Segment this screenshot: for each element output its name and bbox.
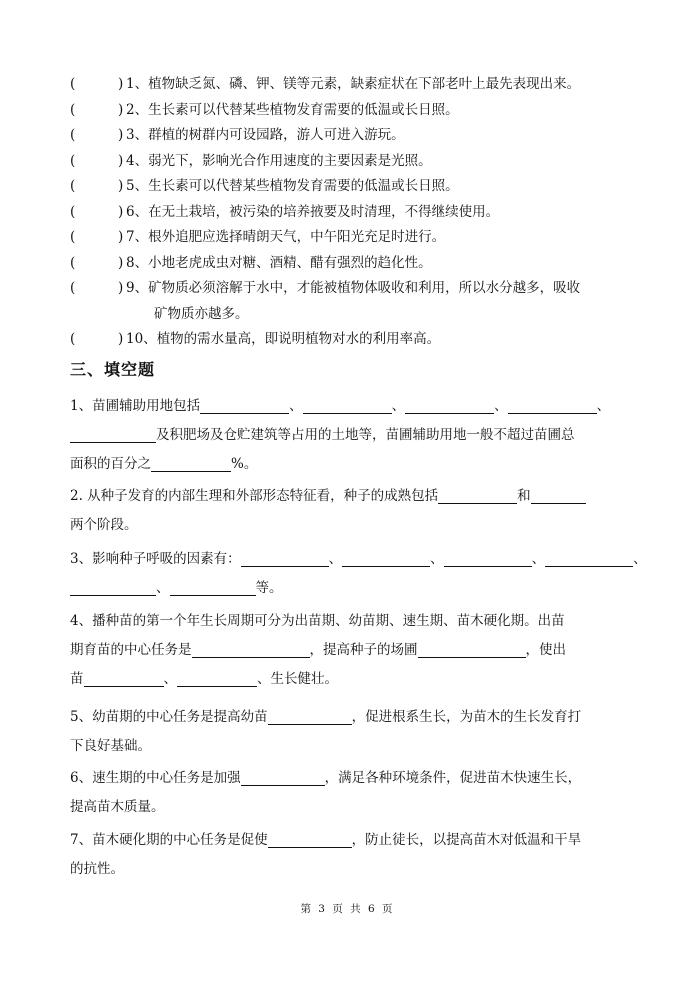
answer-paren-open: ( [70, 280, 76, 296]
tf-number: 5、 [126, 178, 149, 194]
tf-number: 9、 [126, 280, 149, 296]
answer-paren-close: ) [118, 331, 124, 347]
answer-paren-open: ( [70, 152, 76, 169]
fill-question-1: 1、苗圃辅助用地包括 、 、 、 、 及积肥场及仓贮建筑等占用的土地等，苗圃辅助用地一般不超过苗圃总 面积的百分之 %。 [70, 392, 656, 479]
section-title-fill-in: 三、填空题 [70, 360, 156, 379]
answer-paren-open: ( [70, 203, 76, 220]
answer-blank[interactable] [170, 577, 256, 596]
answer-paren-open: ( [70, 331, 76, 347]
true-false-list [70, 72, 670, 353]
answer-blank[interactable] [192, 639, 310, 658]
tf-statement: 植物的需水量高，即说明植物对水的利用率高。 [156, 331, 441, 347]
tf-number: 3、 [126, 127, 149, 143]
answer-blank[interactable] [342, 548, 430, 567]
fill-question-5: 5、幼苗期的中心任务是提高幼苗 ，促进根系生长，为苗木的生长发育打 下良好基础。 [70, 703, 656, 761]
fill-question-7: 7、苗木硬化期的中心任务是促使 ，防止徒长，以提高苗木对低温和干旱 的抗性。 [70, 826, 656, 884]
tf-statement: 生长素可以代替某些植物发育需要的低温或长日照。 [148, 178, 459, 194]
answer-blank[interactable] [84, 668, 164, 687]
fill-question-4: 4、播种苗的第一个年生长周期可分为出苗期、幼苗期、速生期、苗木硬化期。出苗 期育苗的中心任务是 ，提高种子的场圃 ，使出 苗 、 、生长健壮。 [70, 613, 566, 687]
tf-number: 4、 [126, 152, 149, 169]
answer-blank[interactable] [545, 548, 633, 567]
answer-paren-close: ) [118, 152, 124, 169]
answer-blank[interactable] [241, 767, 325, 786]
page-number-footer: 第 3 页 共 6 页 [300, 903, 395, 915]
answer-paren-open: ( [70, 101, 76, 118]
answer-blank[interactable] [268, 706, 352, 725]
answer-blank[interactable] [241, 548, 329, 567]
answer-blank[interactable] [531, 485, 586, 504]
tf-item-7 [70, 225, 670, 251]
tf-item-1 [70, 72, 670, 98]
tf-item-6 [70, 200, 670, 226]
answer-paren-close: ) [118, 203, 124, 220]
tf-statement-continued: 矿物质亦越多。 [154, 305, 249, 322]
tf-number: 6、 [126, 203, 149, 220]
tf-statement: 小地老虎成虫对糖、酒精、醋有强烈的趋化性。 [148, 254, 432, 271]
tf-statement: 弱光下，影响光合作用速度的主要因素是光照。 [148, 152, 432, 169]
tf-number: 8、 [126, 254, 149, 271]
answer-blank[interactable] [70, 424, 156, 443]
answer-blank[interactable] [268, 829, 352, 848]
answer-paren-open: ( [70, 254, 76, 271]
answer-blank[interactable] [438, 485, 517, 504]
answer-paren-close: ) [118, 127, 124, 143]
tf-item-8 [70, 251, 670, 277]
fill-question-6: 6、速生期的中心任务是加强 ，满足各种环境条件，促进苗木快速生长， 提高苗木质量。 [70, 764, 656, 822]
answer-blank[interactable] [418, 639, 526, 658]
answer-paren-open: ( [70, 178, 76, 194]
fill-question-3: 3、影响种子呼吸的因素有： 、 、 、 、 、 等。 [70, 545, 656, 603]
answer-paren-close: ) [118, 178, 124, 194]
answer-paren-close: ) [118, 229, 124, 245]
answer-paren-open: ( [70, 76, 76, 92]
tf-number: 1、 [126, 76, 149, 92]
tf-statement: 根外追肥应选择晴朗天气，中午阳光充足时进行。 [148, 229, 446, 245]
answer-blank[interactable] [70, 577, 156, 596]
answer-blank[interactable] [177, 668, 257, 687]
answer-paren-open: ( [70, 229, 76, 245]
tf-statement: 生长素可以代替某些植物发育需要的低温或长日照。 [148, 101, 459, 118]
answer-paren-close: ) [118, 280, 124, 296]
tf-item-4 [70, 149, 670, 175]
tf-item-5 [70, 174, 670, 200]
answer-blank[interactable] [508, 395, 597, 414]
tf-item-3 [70, 123, 670, 149]
tf-number: 10、 [126, 331, 157, 347]
tf-statement: 群植的树群内可设园路，游人可进入游玩。 [148, 127, 405, 143]
tf-number: 7、 [126, 229, 149, 245]
answer-blank[interactable] [151, 453, 231, 472]
answer-paren-close: ) [118, 254, 124, 271]
tf-item-2 [70, 98, 670, 124]
answer-paren-close: ) [118, 101, 124, 118]
tf-statement: 在无土栽培，被污染的培养掖要及时清理，不得继续使用。 [148, 203, 500, 220]
tf-item-10 [70, 327, 670, 353]
tf-statement: 植物缺乏氮、磷、钾、镁等元素，缺素症状在下部老叶上最先表现出来。 [148, 76, 581, 92]
tf-item-9 [70, 276, 670, 327]
answer-blank[interactable] [405, 395, 494, 414]
tf-statement: 矿物质必须溶解于水中，才能被植物体吸收和利用，所以水分越多，吸收 [148, 280, 581, 296]
answer-paren-close: ) [118, 76, 124, 92]
answer-blank[interactable] [444, 548, 532, 567]
answer-blank[interactable] [200, 395, 289, 414]
answer-paren-open: ( [70, 127, 76, 143]
tf-number: 2、 [126, 101, 149, 118]
answer-blank[interactable] [303, 395, 392, 414]
fill-question-2: 2. 从种子发育的内部生理和外部形态特征看，种子的成熟包括 和 两个阶段。 [70, 482, 656, 540]
